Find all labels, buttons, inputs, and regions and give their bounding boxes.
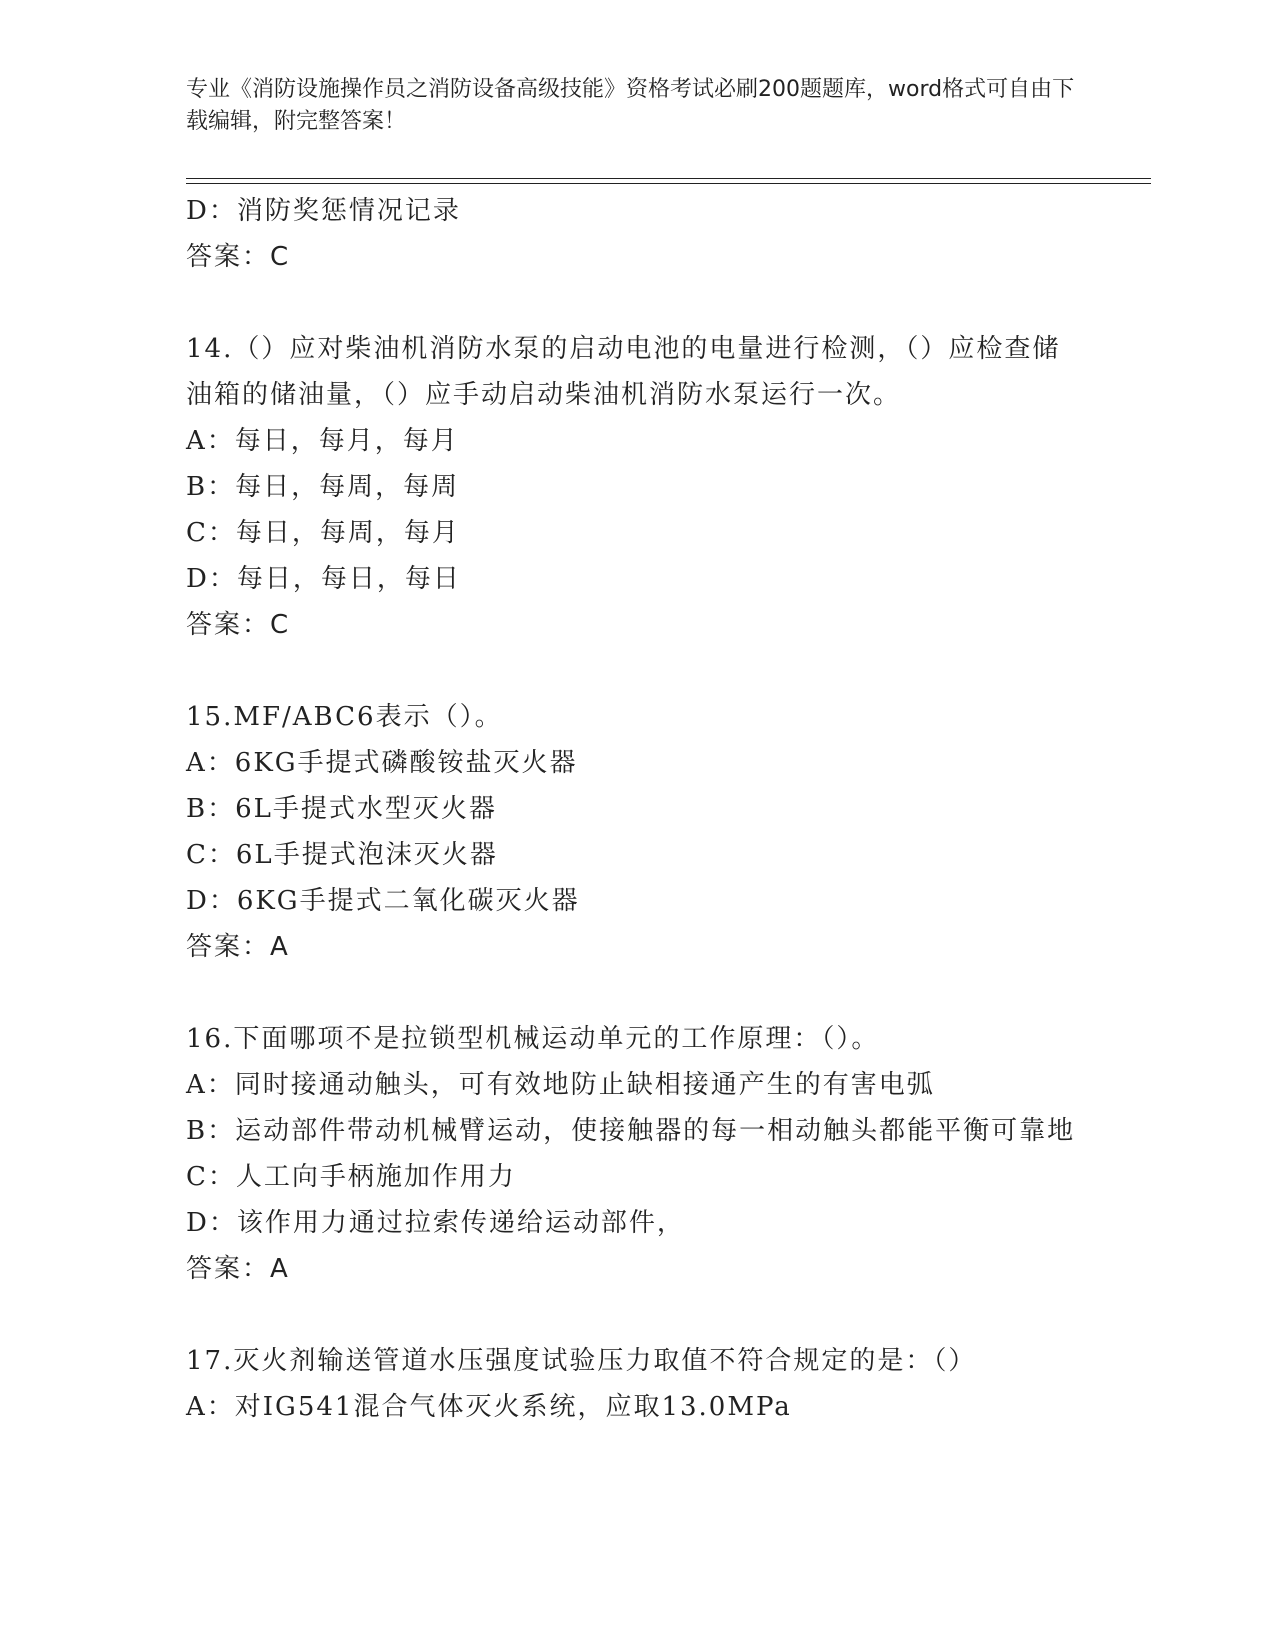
option-d: D：每日，每日，每日 (186, 564, 461, 594)
question-15 (186, 694, 1086, 970)
question-content (186, 188, 1086, 1430)
option-d: D：该作用力通过拉索传递给运动部件， (186, 1208, 685, 1238)
option-a: A：对IG541混合气体灭火系统，应取13.0MPa (186, 1392, 792, 1422)
prev-option-d: D：消防奖惩情况记录 (186, 196, 461, 226)
header-divider-top (186, 178, 1151, 179)
spacer (186, 648, 1086, 694)
question-stem: 15.MF/ABC6表示（）。 (186, 702, 503, 732)
option-b: B：6L手提式水型灭火器 (186, 794, 497, 824)
spacer (186, 1292, 1086, 1338)
question-stem: 17.灭火剂输送管道水压强度试验压力取值不符合规定的是：（） (186, 1346, 977, 1376)
option-d: D：6KG手提式二氧化碳灭火器 (186, 886, 580, 916)
option-a: A：6KG手提式磷酸铵盐灭火器 (186, 748, 578, 778)
spacer (186, 970, 1086, 1016)
question-17 (186, 1338, 1086, 1430)
question-stem: 16.下面哪项不是拉锁型机械运动单元的工作原理：（）。 (186, 1024, 880, 1054)
answer: 答案：C (186, 610, 291, 640)
question-14 (186, 326, 1086, 648)
prev-answer: 答案：C (186, 242, 291, 272)
question-stem: 14.（）应对柴油机消防水泵的启动电池的电量进行检测，（）应检查储油箱的储油量，（）应手动启动柴油机消防水泵运行一次。 (186, 334, 1061, 410)
option-c: C：人工向手柄施加作用力 (186, 1162, 516, 1192)
document-header: 专业《消防设施操作员之消防设备高级技能》资格考试必刷200题题库，word格式可自由下载编辑，附完整答案！ (186, 77, 1075, 134)
answer: 答案：A (186, 1254, 290, 1284)
option-b: B：每日，每周，每周 (186, 472, 460, 502)
option-c: C：6L手提式泡沫灭火器 (186, 840, 498, 870)
option-a: A：同时接通动触头，可有效地防止缺相接通产生的有害电弧 (186, 1070, 935, 1100)
option-c: C：每日，每周，每月 (186, 518, 460, 548)
answer: 答案：A (186, 932, 290, 962)
header-divider-bottom (186, 183, 1151, 184)
option-b: B：运动部件带动机械臂运动，使接触器的每一相动触头都能平衡可靠地 (186, 1116, 1076, 1146)
option-a: A：每日，每月，每月 (186, 426, 459, 456)
question-16 (186, 1016, 1086, 1292)
spacer (186, 280, 1086, 326)
